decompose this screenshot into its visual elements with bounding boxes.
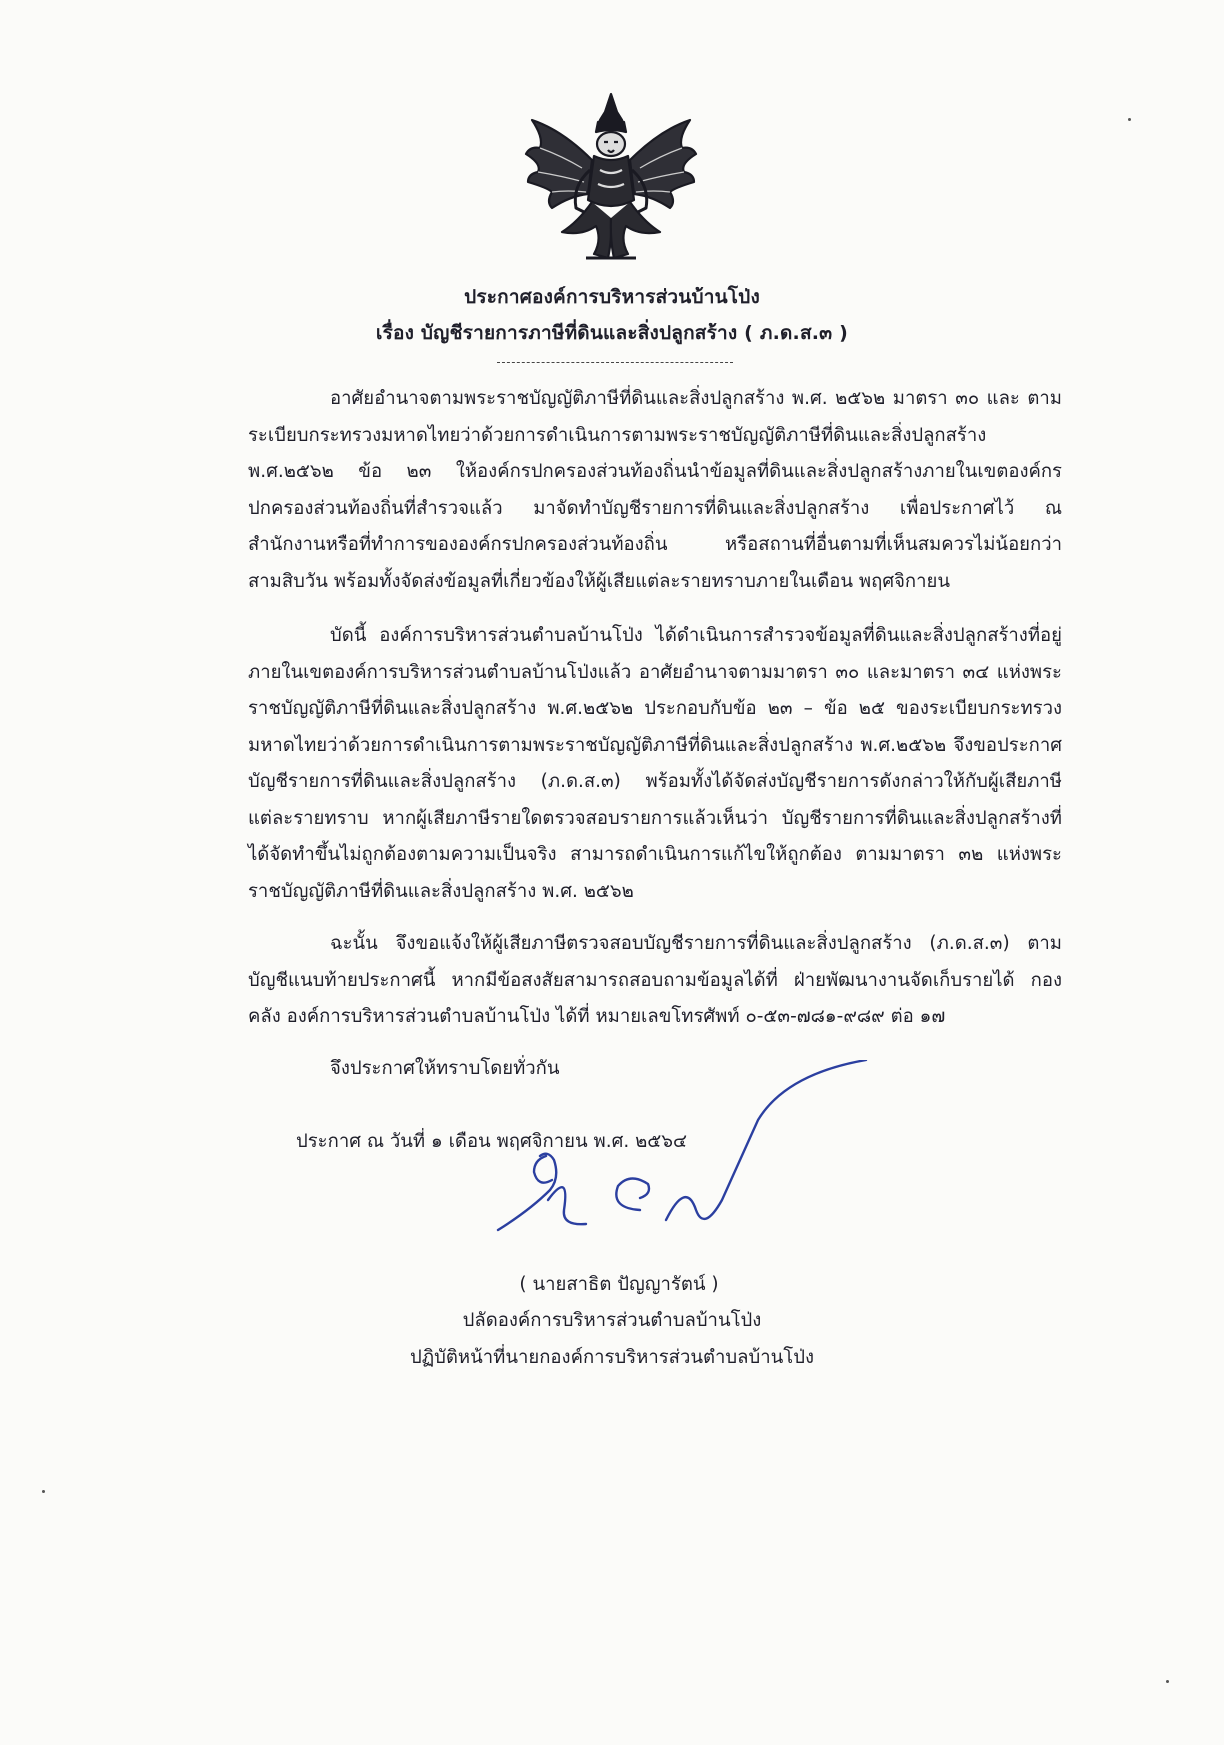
signer-acting-role: ปฏิบัติหน้าที่นายกองค์การบริหารส่วนตำบลบ้านโป่ง [410, 1347, 814, 1368]
handwritten-signature [490, 1060, 890, 1260]
closing-statement: จึงประกาศให้ทราบโดยทั่วกัน [330, 1058, 560, 1079]
scan-speck [1166, 1680, 1169, 1683]
body-paragraph-3: ฉะนั้น จึงขอแจ้งให้ผู้เสียภาษีตรวจสอบบัญชีรายการที่ดินและสิ่งปลูกสร้าง (ภ.ด.ส.๓) ตามบัญชีแนบท้ายประกาศนี้ หากมีข้อสงสัยสามารถสอบถามข้อมูลได้ที่ ฝ่ายพัฒนางานจัดเก็บรายได้ กองคลัง องค์การบริหารส่วนตำบลบ้านโป่ง ได้ที่ หมายเลขโทรศัพท์ ๐-๕๓-๗๘๑-๙๘๙ ต่อ ๑๗ [248, 933, 1062, 1027]
announcement-title: ประกาศองค์การบริหารส่วนบ้านโป่ง [464, 286, 760, 308]
garuda-emblem-icon [522, 90, 700, 265]
body-paragraph-1: อาศัยอำนาจตามพระราชบัญญัติภาษีที่ดินและสิ่งปลูกสร้าง พ.ศ. ๒๕๖๒ มาตรา ๓๐ และ ตามระเบียบกระทรวงมหาดไทยว่าด้วยการดำเนินการตามพระราชบัญญัติภาษีที่ดินและสิ่งปลูกสร้าง พ.ศ.๒๕๖๒ ข้อ ๒๓ ให้องค์กรปกครองส่วนท้องถิ่นนำข้อมูลที่ดินและสิ่งปลูกสร้างภายในเขตองค์กรปกครองส่วนท้องถิ่นที่สำรวจแล้ว มาจัดทำบัญชีรายการที่ดินและสิ่งปลูกสร้าง เพื่อประกาศไว้ ณ สำนักงานหรือที่ทำการขององค์กรปกครองส่วนท้องถิ่น หรือสถานที่อื่นตามที่เห็นสมควรไม่น้อยกว่าสามสิบวัน พร้อมทั้งจัดส่งข้อมูลที่เกี่ยวข้องให้ผู้เสียแต่ละรายทราบภายในเดือน พฤศจิกายน [248, 388, 1062, 592]
scan-speck [1128, 118, 1131, 121]
title-divider [497, 362, 733, 363]
signer-position: ปลัดองค์การบริหารส่วนตำบลบ้านโป่ง [462, 1310, 762, 1331]
scan-speck [42, 1490, 45, 1493]
announcement-date: ประกาศ ณ วันที่ ๑ เดือน พฤศจิกายน พ.ศ. ๒๕๖๔ [296, 1131, 688, 1152]
signer-name: ( นายสาธิต ปัญญารัตน์ ) [519, 1274, 719, 1295]
announcement-subject: เรื่อง บัญชีรายการภาษีที่ดินและสิ่งปลูกสร้าง ( ภ.ด.ส.๓ ) [375, 322, 849, 344]
body-paragraph-2: บัดนี้ องค์การบริหารส่วนตำบลบ้านโป่ง ได้ดำเนินการสำรวจข้อมูลที่ดินและสิ่งปลูกสร้างที่อยู่ภายในเขตองค์การบริหารส่วนตำบลบ้านโป่งแล้ว อาศัยอำนาจตามมาตรา ๓๐ และมาตรา ๓๔ แห่งพระราชบัญญัติภาษีที่ดินและสิ่งปลูกสร้าง พ.ศ.๒๕๖๒ ประกอบกับข้อ ๒๓ – ข้อ ๒๕ ของระเบียบกระทรวงมหาดไทยว่าด้วยการดำเนินการตามพระราชบัญญัติภาษีที่ดินและสิ่งปลูกสร้าง พ.ศ.๒๕๖๒ จึงขอประกาศบัญชีรายการที่ดินและสิ่งปลูกสร้าง (ภ.ด.ส.๓) พร้อมทั้งได้จัดส่งบัญชีรายการดังกล่าวให้กับผู้เสียภาษีแต่ละรายทราบ หากผู้เสียภาษีรายใดตรวจสอบรายการแล้วเห็นว่า บัญชีรายการที่ดินและสิ่งปลูกสร้างที่ได้จัดทำขึ้นไม่ถูกต้องตามความเป็นจริง สามารถดำเนินการแก้ไขให้ถูกต้อง ตามมาตรา ๓๒ แห่งพระราชบัญญัติภาษีที่ดินและสิ่งปลูกสร้าง พ.ศ. ๒๕๖๒ [248, 625, 1062, 902]
